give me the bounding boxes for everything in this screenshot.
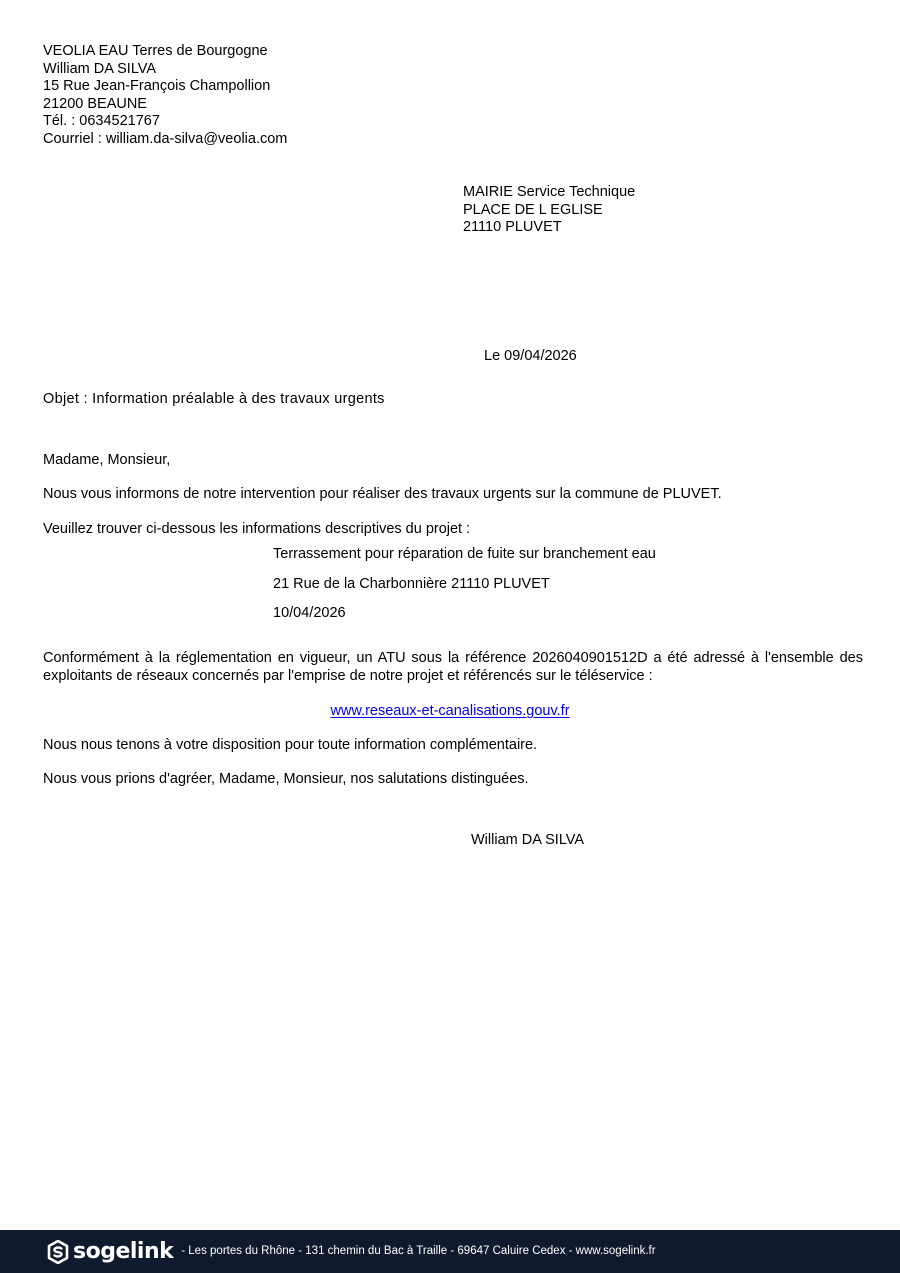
signature-name: William DA SILVA	[471, 832, 585, 848]
sender-company: VEOLIA EAU Terres de Bourgogne	[43, 43, 268, 59]
sender-city: 21200 BEAUNE	[43, 95, 147, 112]
availability-paragraph: Nous nous tenons à votre disposition pour toute information complémentaire.	[43, 737, 538, 753]
sender-address-block	[43, 43, 287, 148]
page-footer	[0, 1230, 900, 1273]
detail-value: Terrassement pour réparation de fuite sur branchement eau	[273, 546, 656, 562]
letter-date: Le 09/04/2026	[484, 348, 577, 364]
sogelink-logo-icon	[47, 1240, 69, 1264]
letter-subject: Objet : Information préalable à des travaux urgents	[43, 391, 385, 407]
brand-name: sogelink	[73, 1238, 174, 1264]
sender-phone: Tél. : 0634521767	[43, 113, 160, 129]
details-lead: Veuillez trouver ci-dessous les informations descriptives du projet :	[43, 521, 471, 537]
detail-value: 10/04/2026	[273, 605, 346, 621]
teleservice-link-line	[0, 703, 900, 721]
intro-paragraph: Nous vous informons de notre intervention pour réaliser des travaux urgents sur la commune de PLUVET.	[43, 486, 722, 502]
sender-email: Courriel : william.da-silva@veolia.com	[43, 130, 288, 147]
recipient-line-3: 21110 PLUVET	[463, 219, 562, 235]
recipient-address-block	[463, 184, 635, 237]
detail-value: 21 Rue de la Charbonnière 21110 PLUVET	[273, 576, 550, 592]
closing-paragraph: Nous vous prions d'agréer, Madame, Monsieur, nos salutations distinguées.	[43, 771, 529, 787]
recipient-line-2: PLACE DE L EGLISE	[463, 201, 603, 218]
compliance-paragraph: Conformément à la réglementation en vigueur, un ATU sous la référence 2026040901512D a été adressé à l'ensemble des exploitants de réseaux concernés par l'emprise de notre projet et référencés sur le téléservice :	[43, 650, 863, 684]
sender-street: 15 Rue Jean-François Champollion	[43, 78, 271, 94]
sogelink-brand	[47, 1240, 173, 1264]
teleservice-link[interactable]: www.reseaux-et-canalisations.gouv.fr	[330, 703, 570, 719]
sender-name: William DA SILVA	[43, 60, 157, 77]
greeting: Madame, Monsieur,	[43, 452, 171, 468]
footer-address: - Les portes du Rhône - 131 chemin du Bac à Traille - 69647 Caluire Cedex - www.sogelink.fr	[181, 1244, 656, 1257]
recipient-line-1: MAIRIE Service Technique	[463, 184, 636, 200]
